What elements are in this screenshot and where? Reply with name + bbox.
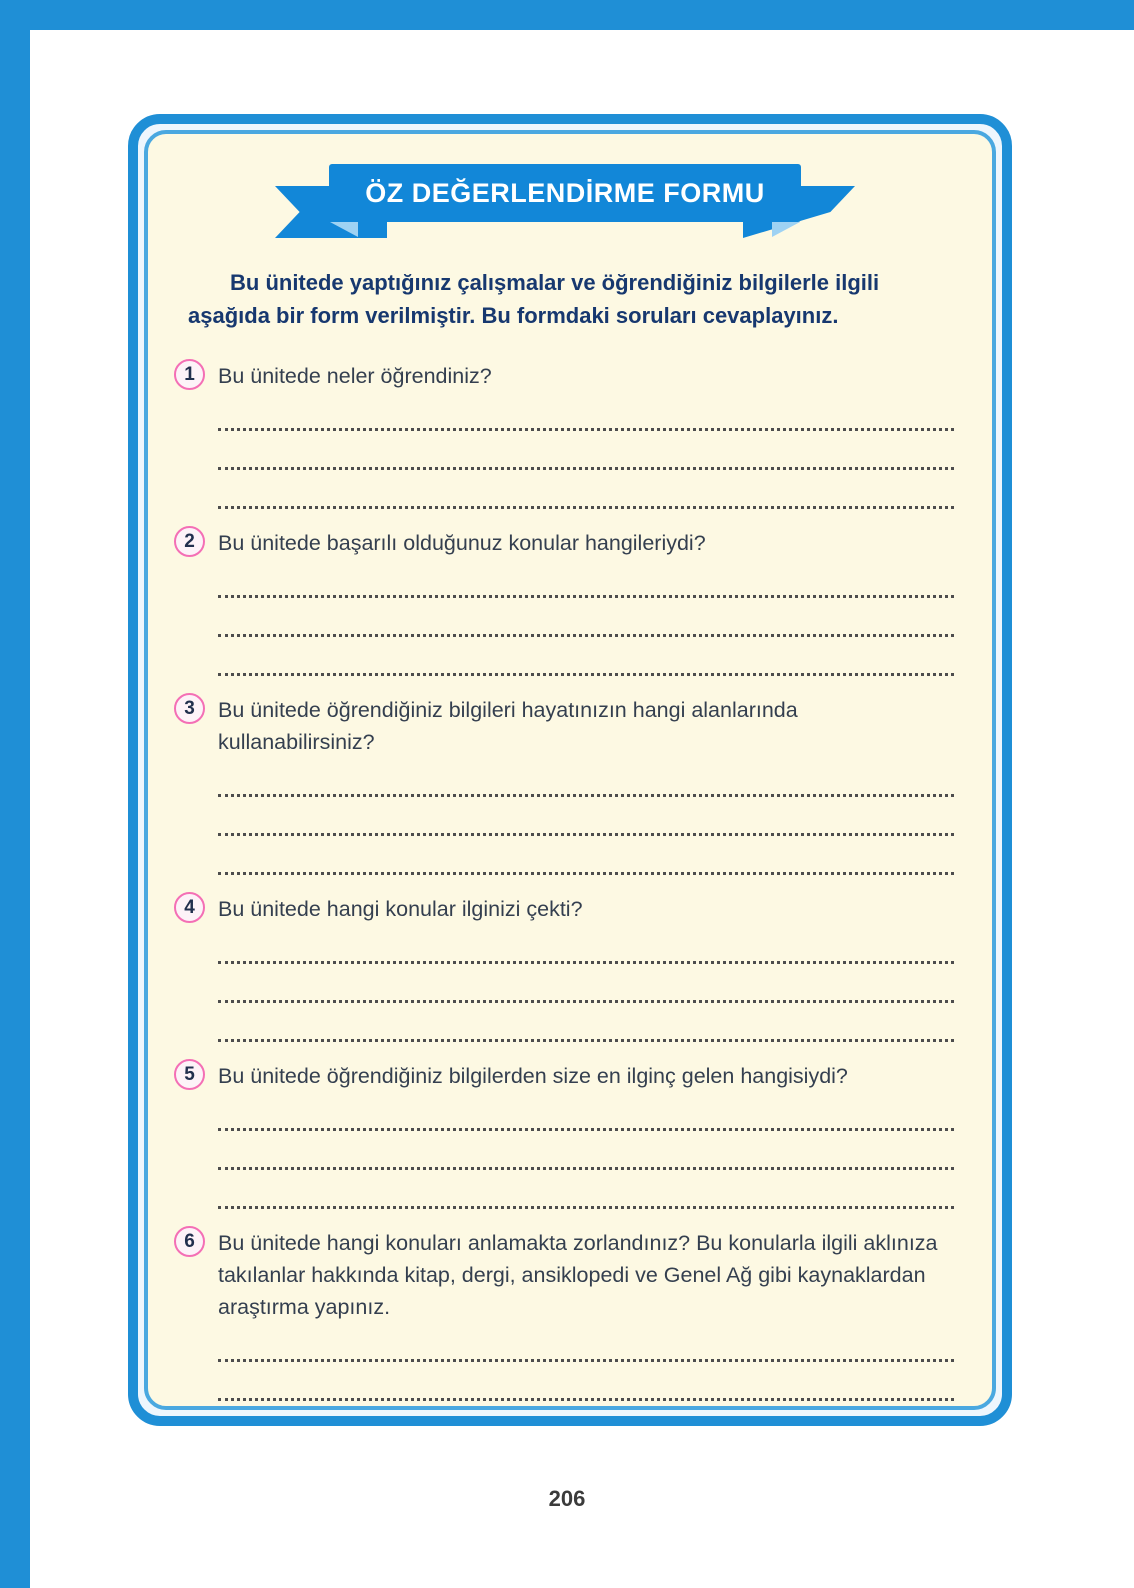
banner-fold-right — [772, 222, 800, 237]
answer-line — [218, 1003, 954, 1042]
question-item — [174, 891, 956, 1042]
question-number: 3 — [184, 697, 195, 719]
question-item — [174, 1058, 956, 1209]
answer-line — [218, 559, 954, 598]
answer-line — [218, 1092, 954, 1131]
answer-lines — [218, 559, 954, 676]
worksheet-inner — [144, 130, 996, 1410]
answer-lines — [218, 925, 954, 1042]
answer-line — [218, 964, 954, 1003]
answer-lines — [218, 758, 954, 875]
answer-line — [218, 598, 954, 637]
question-text: Bu ünitede hangi konuları anlamakta zorlandınız? Bu konularla ilgili aklınıza takılanlar hakkında kitap, dergi, ansiklopedi ve Genel Ağ gibi kaynaklardan araştırma yapınız. — [218, 1231, 938, 1319]
question-number-badge — [174, 693, 205, 724]
question-number-badge — [174, 359, 205, 390]
answer-lines — [218, 1092, 954, 1209]
question-text: Bu ünitede öğrendiğiniz bilgileri hayatınızın hangi alanlarında kullanabilirsiniz? — [218, 698, 798, 754]
answer-line — [218, 1131, 954, 1170]
question-number-badge — [174, 1059, 205, 1090]
banner-title: ÖZ DEĞERLENDİRME FORMU — [365, 177, 765, 208]
answer-line — [218, 1170, 954, 1209]
title-banner — [275, 164, 855, 252]
top-edge-bar — [0, 0, 1134, 30]
answer-line — [218, 1401, 954, 1410]
intro-paragraph: Bu ünitede yaptığınız çalışmalar ve öğrendiğiniz bilgilerle ilgili aşağıda bir form verilmiştir. Bu formdaki soruları cevaplayınız. — [188, 270, 880, 328]
question-number: 2 — [184, 530, 195, 552]
answer-line — [218, 797, 954, 836]
answer-line — [218, 1362, 954, 1401]
answer-line — [218, 470, 954, 509]
question-number-badge — [174, 1226, 205, 1257]
answer-line — [218, 925, 954, 964]
question-row — [174, 1058, 956, 1092]
question-text: Bu ünitede neler öğrendiniz? — [218, 364, 492, 388]
answer-line — [218, 637, 954, 676]
question-number: 4 — [184, 896, 195, 918]
answer-lines — [218, 1323, 954, 1410]
answer-line — [218, 431, 954, 470]
question-text: Bu ünitede hangi konular ilginizi çekti? — [218, 897, 583, 921]
question-item — [174, 1225, 956, 1410]
question-number-badge — [174, 526, 205, 557]
questions-list — [174, 358, 956, 1410]
banner-plate — [329, 164, 801, 222]
answer-line — [218, 392, 954, 431]
question-row — [174, 1225, 956, 1323]
answer-line — [218, 836, 954, 875]
question-number-badge — [174, 892, 205, 923]
left-edge-bar — [0, 0, 30, 1588]
question-item — [174, 692, 956, 875]
question-number: 5 — [184, 1063, 195, 1085]
worksheet-frame — [128, 114, 1012, 1426]
answer-lines — [218, 392, 954, 509]
question-item — [174, 525, 956, 676]
question-number: 6 — [184, 1230, 195, 1252]
question-row — [174, 358, 956, 392]
question-row — [174, 525, 956, 559]
answer-line — [218, 1323, 954, 1362]
question-text: Bu ünitede öğrendiğiniz bilgilerden size en ilginç gelen hangisiydi? — [218, 1064, 848, 1088]
question-item — [174, 358, 956, 509]
question-row — [174, 891, 956, 925]
answer-line — [218, 758, 954, 797]
page-number: 206 — [548, 1486, 586, 1511]
question-number: 1 — [184, 363, 195, 385]
question-row — [174, 692, 956, 758]
question-text: Bu ünitede başarılı olduğunuz konular hangileriydi? — [218, 531, 706, 555]
